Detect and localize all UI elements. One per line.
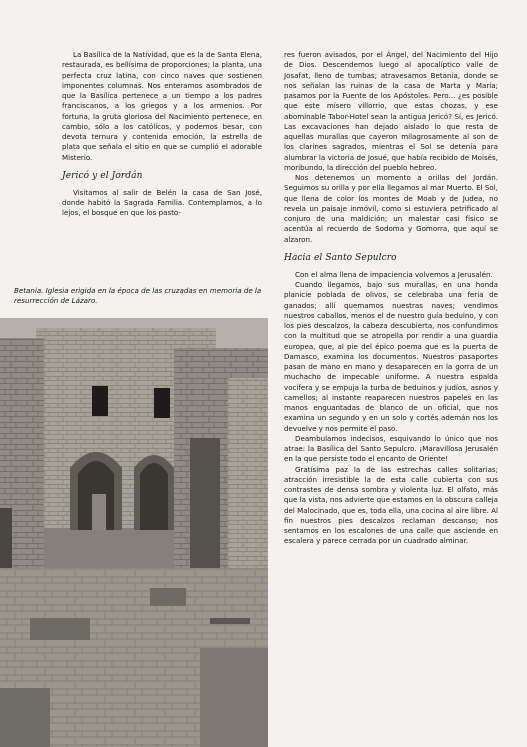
left-column	[62, 50, 262, 219]
streets-paragraph: Gratísima paz la de las estrechas calles solitarias; atracción irresistible la de esta calle cubierta con sus contrastes de densa sombra y violenta luz. El olfato, más que la vista, nos advierte que estamos en la obscura calleja del Malocinado, que es, toda ella, una cocina al aire libre. Al fin nuestros pies descalzos reclaman descanso; nos sentamos en los escalones de una calle que asciende en escalera y parece cerrada por un cuadrado alminar.	[284, 464, 498, 546]
right-column	[284, 50, 498, 547]
intro-paragraph: La Basílica de la Natividad, que es la de Santa Elena, restaurada, es bellísima de proporciones; la planta, una perfecta cruz latina, con cinco naves que sostienen imponentes columnas. Nos enteramos asombrados de que la Basílica pertenece a un tiempo a los padres franciscanos, a los griegos y a los armenios. Por fortuna, la gruta gloriosa del Nacimiento pertenece, en cambio, sólo a los católicos, y podemos besar, con devota ternura y contenida emoción, la estrella de plata que señala el sitio en que se cumplió el adorable Misterio.	[62, 50, 262, 162]
basilica-paragraph: Deambulamos indecisos, esquivando lo único que nos atrae: la Basílica del Santo Sepulcro. ¡Maravillosa Jerusalén en la que persiste todo el encanto de Oriente!	[284, 433, 498, 464]
bethany-church-photo	[0, 318, 268, 747]
jordan-paragraph: Nos detenemos un momento a orillas del Jordán. Seguimos su orilla y por ella llegamos al mar Muerto. El Sol, que llena de color los montes de Moab y de Judea, no revela un paisaje inmóvil, como si estuviera petrificado al conjuro de una maldición; un malestar casi físico se acentúa al recuerdo de Sodoma y Gomorra, que aquí se alzaron.	[284, 173, 498, 244]
jerico-continued-paragraph: res fueron avisados, por el Ángel, del Nacimiento del Hijo de Dios. Descendemos luego al apocalíptico valle de Josafat, lleno de tumbas; atravesamos Betania, donde se nos señalan las ruinas de la casa de Marta y María; pasamos por la Fuente de los Apóstoles. Pero... ¿es posible que este mísero villorrio, que estas chozas, y ese abominable Tabor-Hotel sean la antigua Jericó? Sí, es Jericó. Las excavaciones han dejado aislado lo que resta de aquellas murallas que cayeron milagrosamente al son de los clarines sagrados, mientras el Sol se detenía para alumbrar la victoria de Josué, que había recibido de Moisés, moribundo, la dirección del pueblo hebreo.	[284, 50, 498, 172]
damascus-gate-paragraph: Cuando llegamos, bajo sus murallas, en una honda planicie poblada de olivos, se celebraba una feria de ganados; allí quemamos nuestras naves; vendimos nuestros caballos, menos el de nuestro guía beduino, y con los pies descalzos, la cabeza descubierta, nos confundimos con la multitud que se atropella por rendir a una guardia europea, que, al pie del épico poema que es la puerta de Damasco, examina los documentos. Nuestros pasaportes pasan de mano en mano y desaparecen en la gorra de un muchacho de impecable uniforme. A nuestra espalda vocifera y se empuja la turba de beduinos y judíos, asnos y camellos; al instante reaparecen nuestros papeles en las manos enguantadas de blanco de un oficial, que nos examina un segundo y en un solo y cortés ademán nos los devuelve y nos permite el paso.	[284, 280, 498, 433]
section-heading-sepulcro: Hacia el Santo Sepulcro	[284, 252, 397, 263]
jerusalem-return-paragraph: Con el alma llena de impaciencia volvemos a Jerusalén.	[295, 269, 493, 279]
photo-caption: Betania. Iglesia erigida en la época de las cruzadas en memoria de la resurrección de Lázaro.	[14, 286, 262, 306]
section-heading-jerico: Jericó y el Jordán	[62, 170, 143, 181]
jerico-paragraph: Visitamos al salir de Belén la casa de San José, donde habitó la Sagrada Familia. Contemplamos, a lo lejos, el bosque en que los pasto-	[62, 187, 262, 218]
